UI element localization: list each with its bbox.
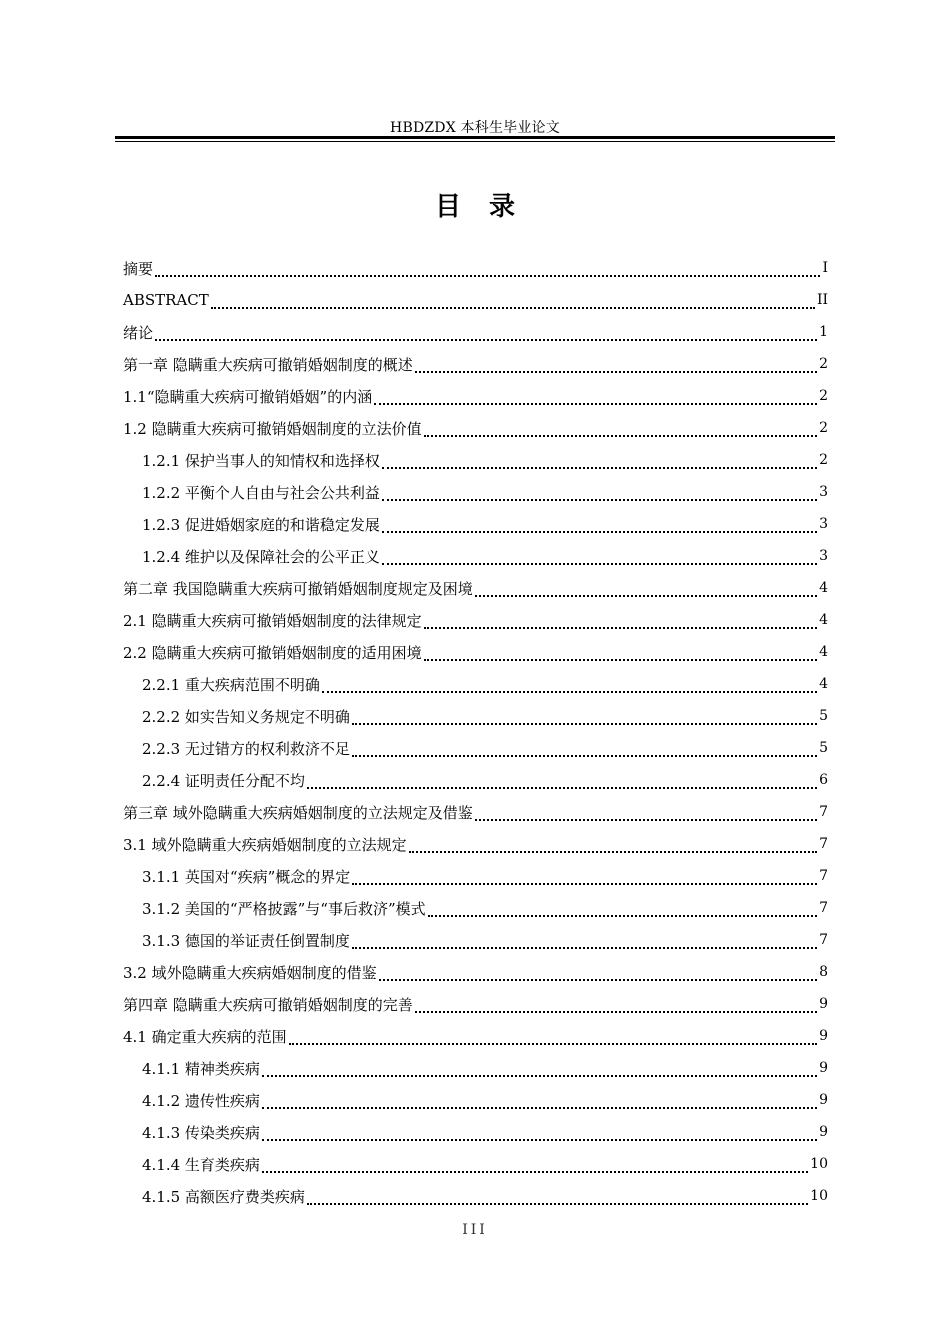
toc-entry[interactable] bbox=[123, 1084, 828, 1116]
toc-entry[interactable] bbox=[123, 252, 828, 284]
toc-entry-label: 3.1.3 德国的举证责任倒置制度 bbox=[142, 931, 350, 950]
toc-entry[interactable] bbox=[123, 700, 828, 732]
toc-leader-dots bbox=[262, 1074, 817, 1077]
toc-entry-label: 2.2.3 无过错方的权利救济不足 bbox=[142, 739, 350, 758]
toc-entry-label: 第二章 我国隐瞒重大疾病可撤销婚姻制度规定及困境 bbox=[123, 579, 473, 598]
toc-entry-page: 10 bbox=[810, 1156, 828, 1172]
toc-entry[interactable] bbox=[123, 1020, 828, 1052]
toc-entry-label: 2.2.4 证明责任分配不均 bbox=[142, 771, 305, 790]
toc-entry-label: 摘要 bbox=[123, 259, 154, 278]
toc-entry-label: 第四章 隐瞒重大疾病可撤销婚姻制度的完善 bbox=[123, 995, 413, 1014]
toc-entry-page: 4 bbox=[819, 644, 828, 660]
toc-leader-dots bbox=[415, 370, 817, 373]
toc-entry-page: 7 bbox=[819, 836, 828, 852]
toc-leader-dots bbox=[424, 658, 817, 661]
toc-leader-dots bbox=[307, 1202, 808, 1205]
page-number: III bbox=[462, 1222, 488, 1238]
toc-entry[interactable] bbox=[123, 1052, 828, 1084]
toc-leader-dots bbox=[211, 306, 815, 309]
toc-entry-label: 2.2.1 重大疾病范围不明确 bbox=[142, 675, 320, 694]
toc-entry-page: 9 bbox=[819, 1028, 828, 1044]
toc-entry-page: 2 bbox=[819, 356, 828, 372]
toc-entry-page: 7 bbox=[819, 804, 828, 820]
toc-entry[interactable] bbox=[123, 412, 828, 444]
toc-entry-page: 7 bbox=[819, 900, 828, 916]
toc-entry[interactable] bbox=[123, 892, 828, 924]
toc-leader-dots bbox=[307, 786, 817, 789]
header-rule-thick bbox=[115, 136, 835, 139]
toc-entry-page: 4 bbox=[819, 612, 828, 628]
toc-entry[interactable] bbox=[123, 828, 828, 860]
toc-entry-page: 3 bbox=[819, 548, 828, 564]
toc-entry-label: 第一章 隐瞒重大疾病可撤销婚姻制度的概述 bbox=[123, 355, 413, 374]
toc-entry[interactable] bbox=[123, 604, 828, 636]
toc-leader-dots bbox=[424, 434, 817, 437]
toc-entry-label: 2.2 隐瞒重大疾病可撤销婚姻制度的适用困境 bbox=[123, 643, 422, 662]
toc-leader-dots bbox=[352, 754, 817, 757]
toc-entry[interactable] bbox=[123, 796, 828, 828]
toc-entry-page: 4 bbox=[819, 676, 828, 692]
running-header: HBDZDX 本科生毕业论文 bbox=[390, 120, 560, 136]
toc-leader-dots bbox=[352, 882, 817, 885]
toc-leader-dots bbox=[475, 818, 817, 821]
toc-entry[interactable] bbox=[123, 764, 828, 796]
toc-entry[interactable] bbox=[123, 476, 828, 508]
toc-entry[interactable] bbox=[123, 1148, 828, 1180]
toc-entry-label: 4.1 确定重大疾病的范围 bbox=[123, 1027, 287, 1046]
toc-entry-label: 第三章 域外隐瞒重大疾病婚姻制度的立法规定及借鉴 bbox=[123, 803, 473, 822]
toc-entry[interactable] bbox=[123, 348, 828, 380]
toc-leader-dots bbox=[382, 498, 817, 501]
header-rule-thin bbox=[115, 141, 835, 142]
toc-leader-dots bbox=[415, 1010, 817, 1013]
toc-entry[interactable] bbox=[123, 1116, 828, 1148]
toc-entry-page: 2 bbox=[819, 420, 828, 436]
toc-entry-label: 2.1 隐瞒重大疾病可撤销婚姻制度的法律规定 bbox=[123, 611, 422, 630]
toc-entry[interactable] bbox=[123, 860, 828, 892]
toc-entry-label: 3.1.2 美国的“严格披露”与“事后救济”模式 bbox=[142, 899, 426, 918]
toc-entry-label: 1.2.1 保护当事人的知情权和选择权 bbox=[142, 451, 380, 470]
toc-entry[interactable] bbox=[123, 572, 828, 604]
toc-entry[interactable] bbox=[123, 956, 828, 988]
toc-entry-page: 3 bbox=[819, 516, 828, 532]
toc-entry-label: 绪论 bbox=[123, 323, 154, 342]
toc-entry-page: 6 bbox=[819, 772, 828, 788]
toc-entry-page: 2 bbox=[819, 452, 828, 468]
toc-entry-page: 9 bbox=[819, 1060, 828, 1076]
toc-entry[interactable] bbox=[123, 444, 828, 476]
toc-title: 目录 bbox=[434, 192, 543, 222]
toc-entry-label: 1.2.3 促进婚姻家庭的和谐稳定发展 bbox=[142, 515, 380, 534]
toc-entry-page: 10 bbox=[810, 1188, 828, 1204]
toc-entry-page: 8 bbox=[819, 964, 828, 980]
toc-entry-page: 2 bbox=[819, 388, 828, 404]
toc-entry-label: 2.2.2 如实告知义务规定不明确 bbox=[142, 707, 350, 726]
toc-entry[interactable] bbox=[123, 508, 828, 540]
toc-leader-dots bbox=[262, 1106, 817, 1109]
toc-entry-page: 9 bbox=[819, 1124, 828, 1140]
toc-leader-dots bbox=[379, 978, 817, 981]
toc-entry-page: II bbox=[816, 292, 828, 308]
toc-entry[interactable] bbox=[123, 540, 828, 572]
toc-leader-dots bbox=[374, 402, 817, 405]
toc-entry-label: 1.2 隐瞒重大疾病可撤销婚姻制度的立法价值 bbox=[123, 419, 422, 438]
toc-leader-dots bbox=[382, 562, 817, 565]
toc-entry-page: 4 bbox=[819, 580, 828, 596]
toc-entry-page: 7 bbox=[819, 868, 828, 884]
toc-entry-label: 4.1.5 高额医疗费类疾病 bbox=[142, 1187, 305, 1206]
toc-leader-dots bbox=[155, 338, 817, 341]
toc-entry[interactable] bbox=[123, 668, 828, 700]
toc-entry[interactable] bbox=[123, 380, 828, 412]
toc-entry-page: 3 bbox=[819, 484, 828, 500]
toc-leader-dots bbox=[352, 722, 817, 725]
toc-leader-dots bbox=[352, 946, 817, 949]
toc-entry-label: ABSTRACT bbox=[123, 291, 209, 309]
toc-entry-label: 4.1.3 传染类疾病 bbox=[142, 1123, 260, 1142]
toc-leader-dots bbox=[409, 850, 817, 853]
toc-leader-dots bbox=[289, 1042, 817, 1045]
toc-leader-dots bbox=[262, 1170, 808, 1173]
toc-entry-page: 1 bbox=[819, 324, 828, 340]
toc-entry-label: 4.1.2 遗传性疾病 bbox=[142, 1091, 260, 1110]
toc-entry-label: 4.1.4 生育类疾病 bbox=[142, 1155, 260, 1174]
toc-entry[interactable] bbox=[123, 924, 828, 956]
toc-entry-page: 5 bbox=[819, 740, 828, 756]
toc-entry-page: 7 bbox=[819, 932, 828, 948]
toc-leader-dots bbox=[322, 690, 817, 693]
toc-entry-label: 1.2.2 平衡个人自由与社会公共利益 bbox=[142, 483, 380, 502]
toc-entry-label: 1.1“隐瞒重大疾病可撤销婚姻”的内涵 bbox=[123, 387, 373, 406]
toc-leader-dots bbox=[475, 594, 817, 597]
toc-entry[interactable] bbox=[123, 1180, 828, 1212]
toc-leader-dots bbox=[428, 914, 817, 917]
toc-entry[interactable] bbox=[123, 988, 828, 1020]
toc-entry[interactable] bbox=[123, 732, 828, 764]
toc-entry-label: 3.2 域外隐瞒重大疾病婚姻制度的借鉴 bbox=[123, 963, 377, 982]
toc-entry-page: 5 bbox=[819, 708, 828, 724]
toc-leader-dots bbox=[155, 274, 820, 277]
toc-leader-dots bbox=[382, 466, 817, 469]
toc-entry[interactable] bbox=[123, 284, 828, 316]
toc-entry-page: I bbox=[822, 260, 828, 276]
toc-entry-page: 9 bbox=[819, 996, 828, 1012]
toc-entry[interactable] bbox=[123, 316, 828, 348]
toc-leader-dots bbox=[382, 530, 817, 533]
toc-entry-label: 3.1 域外隐瞒重大疾病婚姻制度的立法规定 bbox=[123, 835, 407, 854]
toc-entry-page: 9 bbox=[819, 1092, 828, 1108]
toc-entry-label: 1.2.4 维护以及保障社会的公平正义 bbox=[142, 547, 380, 566]
toc-entry[interactable] bbox=[123, 636, 828, 668]
toc-leader-dots bbox=[424, 626, 817, 629]
toc-entry-label: 4.1.1 精神类疾病 bbox=[142, 1059, 260, 1078]
toc-leader-dots bbox=[262, 1138, 817, 1141]
toc-entry-label: 3.1.1 英国对“疾病”概念的界定 bbox=[142, 867, 351, 886]
table-of-contents bbox=[123, 252, 828, 1212]
